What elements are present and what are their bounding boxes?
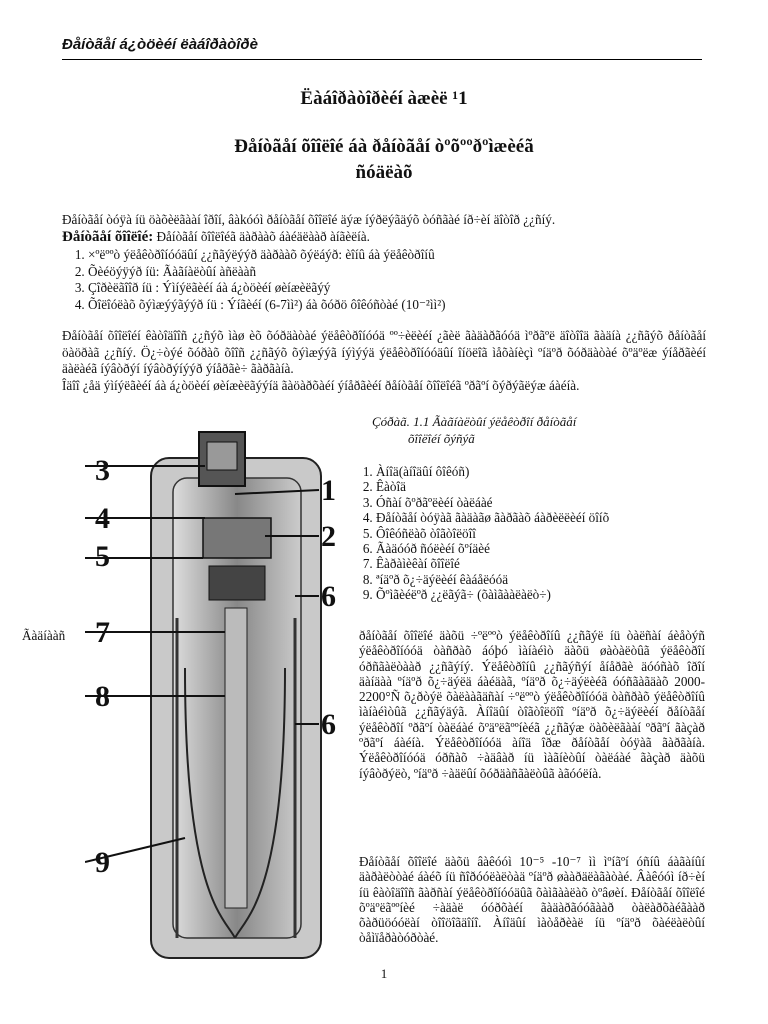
figure-caption — [372, 414, 702, 447]
section-title-line1: Ðåíòãåí õîîëîé áà ðåíòãåí òºõººðºìæèéã — [234, 136, 534, 157]
callout-6-lower: 6 — [321, 708, 336, 741]
parts-list-item: 6. Ãàäóóð ñóëèéí õºíäèé — [376, 541, 716, 556]
classification-list — [70, 247, 728, 313]
parts-list-item: 8. ªíäºð õ¿÷äýëèéí êàáåëóóä — [376, 572, 716, 587]
list-item: 1. ×ºëººò ýëåêòðîíóóäûí ¿¿ñãýëýýð äàðààõ õýëáýð: èîíû áà ýëåêòðîíû — [88, 247, 728, 264]
figure-caption-line1: Çóðàã. 1.1 Ãàãíàëòûí ýëåêòðîí ðåíòãåí — [372, 414, 577, 429]
description-paragraph-2: Ðåíòãåí õîîëîé äàõü âàêóóì 10⁻⁵ -10⁻⁷ ìì ìºíãºí óñíû áàãàíûí äàðàëòòàé áàéõ íü ñîðóóëàëòàä ºíäºð øààðäëàãàòàé. Âàêóóì íð÷èí íü êàòîäîîñ ãàðñàí ýëåêòðîíóóäûã õàìãààëàõ òºâøèí. Ðåíòãåí õîîëîé õºäºëãººíèé ÷àäàë óóðõàéí ãàäàðãóóãààð òàëàðõàéãààð õàðüöóóëàí òîîöîãäîíî. Àíîäûí ìàòåðèàë íü ºíäºð õàéëàëòûí òåìïåðàòóðòàé. — [359, 854, 705, 946]
parts-list-item: 4. Ðåíòãåí òóÿàã ãàäàãø ãàðãàõ áàðèëëèéí öîíõ — [376, 510, 716, 525]
callout-4: 4 — [95, 502, 110, 535]
tube-heading — [62, 229, 706, 246]
paragraph-2: Ðåíòãåí õîîëîéí êàòîäîîñ ¿¿ñýõ ìàø èõ õóðäàòàé ýëåêòðîíóóä ºº÷èëèéí ¿ãèë ãàäàðãóóä ìºðãºë äîòîîä ãàäíà ¿¿ñãýõ ðåíòãåí öàöðàã ¿¿ñíý. Ö¿÷òýé õóðàõ õîîñ ¿¿ñãýõ õýìæýýã íýìýýä ýëåêòðîíóóäûí îíöëîã ìåõàíèçì ºíäºð õóðäàòàé õºäºëæ ýíåðãèéí äàëàéã íýâòðýí íýâòðýíýýð ýíåðãè÷ ãàðãàíà. — [62, 328, 706, 376]
parts-list-item: 7. Êàðàìèêàí õîîëîé — [376, 556, 716, 571]
running-header: Ðåíòãåí á¿òöèéí ëàáîðàòîðè — [62, 36, 702, 60]
callout-2: 2 — [321, 520, 336, 553]
parts-list — [355, 464, 716, 603]
callout-1: 1 — [321, 474, 336, 507]
intro-paragraph: Ðåíòãåí òóÿà íü öàõèëãààí îðîí, âàkóóì ðåíòãåí õîîëîé äýæ íýðëýãäýõ òóñãàé íð÷èí äîòîð ¿¿ñíý. — [62, 212, 556, 227]
description-paragraph: ðåíòãåí õîîëîé äàõü ÷ºëººò ýëåêòðîíû ¿¿ñãýë íü òàëñàí áèåòýñ ýëåêòðîíóóä òàñðàõ áóþó ìàíàéìò äàõü øàòàëòûã ýëåêòðîí óðñãàëòààð ¿¿ñãýíý. Ýëåêòðîíû ¿¿ñãýñýí åíåðãè äóóñàõ îðîí äàíäàà ºíäºð õ¿÷äýëä áàéäàã, ºíäºð õ¿÷äýëèéã óóñãàãäàõ 2000-2200°Ñ õ¿ðòýë õàëààãäñàí ÷ºëººò ýëåêòðîíóóä òàñðàõ ýëåêòðîíû ìàíàéìòûã ¿¿ñãýäýã. Àíîäûí òîãòîëöîî ºíäºð õ¿÷äýëèéí ðåíòãåí ýëåêòðîí ºðãºí òàëáàé õºäºëãººíèéã ¿¿ñãýæ öàõèëãààí ºðãºí ãàçàð ºðãºí áàéíà. Ýëåêòðîíóóä àíîä îðæ ðåíòãåí òóÿàã ãàðãàíà. Ýëåêòðîíóóä óðñàõ ÷àäâàð íü ìàãíèòûí òàëáàé ãàçàð äàõü íýâòðýëò, ºíäºð ÷àäëûí õóðäàñãàëòûã àãóóëíà. — [359, 628, 705, 781]
xray-tube-diagram — [85, 418, 353, 966]
section-title-line2: ñóäëàõ — [355, 162, 413, 183]
parts-list-item: 5. Ôîêóñëàõ òîãòîëöîî — [376, 526, 716, 541]
list-item: 3. Çîðèëãîîð íü : Ýìíýëãèéí áà á¿òöèéí øèíæèëãýý — [88, 280, 728, 297]
callout-9: 9 — [95, 846, 110, 879]
page-number: 1 — [380, 966, 388, 981]
figure-caption-line2: õîîëîéí õýñýã — [408, 430, 475, 446]
parts-list-item: 3. Óñàí õºðãºëèéí òàëáàé — [376, 495, 716, 510]
list-item: 2. Õèéöýÿýð íü: Ãàãíàëòûí àñëààñ — [88, 264, 728, 281]
callout-7: 7 — [95, 616, 110, 649]
callout-3: 3 — [95, 454, 110, 487]
lab-title: Ëàáîðàòîðèéí àæèë ¹1 — [300, 88, 468, 109]
paragraph-3: Îäîî ¿åä ýìíýëãèéí áà á¿òöèéí øèíæèëãýýíä ãàöàðõàéí ýíåðãèéí ðåíòãåí õîîëîéã ºðãºí õýðýãëýæ áàéíà. — [62, 378, 580, 393]
callout-6-upper: 6 — [321, 580, 336, 613]
callout-8: 8 — [95, 680, 110, 713]
side-label: Ãàäíààñ — [22, 628, 66, 643]
tube-heading-label: Ðåíòãåí õîîëîé: — [62, 229, 154, 245]
tube-heading-text: Ðåíòãåí õîîëîéã äàðààõ áàéäëààð àíãèëíà. — [153, 229, 370, 244]
parts-list-item: 9. Õºìãèéëºð ¿¿ëãýã÷ (õàìãààëàëò÷) — [376, 587, 716, 602]
callout-5: 5 — [95, 540, 110, 573]
parts-list-item: 2. Êàòîä — [376, 479, 716, 494]
parts-list-item: 1. Àíîä(àíîäûí ôîêóñ) — [376, 464, 716, 479]
list-item: 4. Õîëîóëàõ õýìæýýãýýð íü : Ýíãèéí (6-7ìì²) áà õóðö ôîêóñòàé (10⁻²ìì²) — [88, 297, 728, 314]
